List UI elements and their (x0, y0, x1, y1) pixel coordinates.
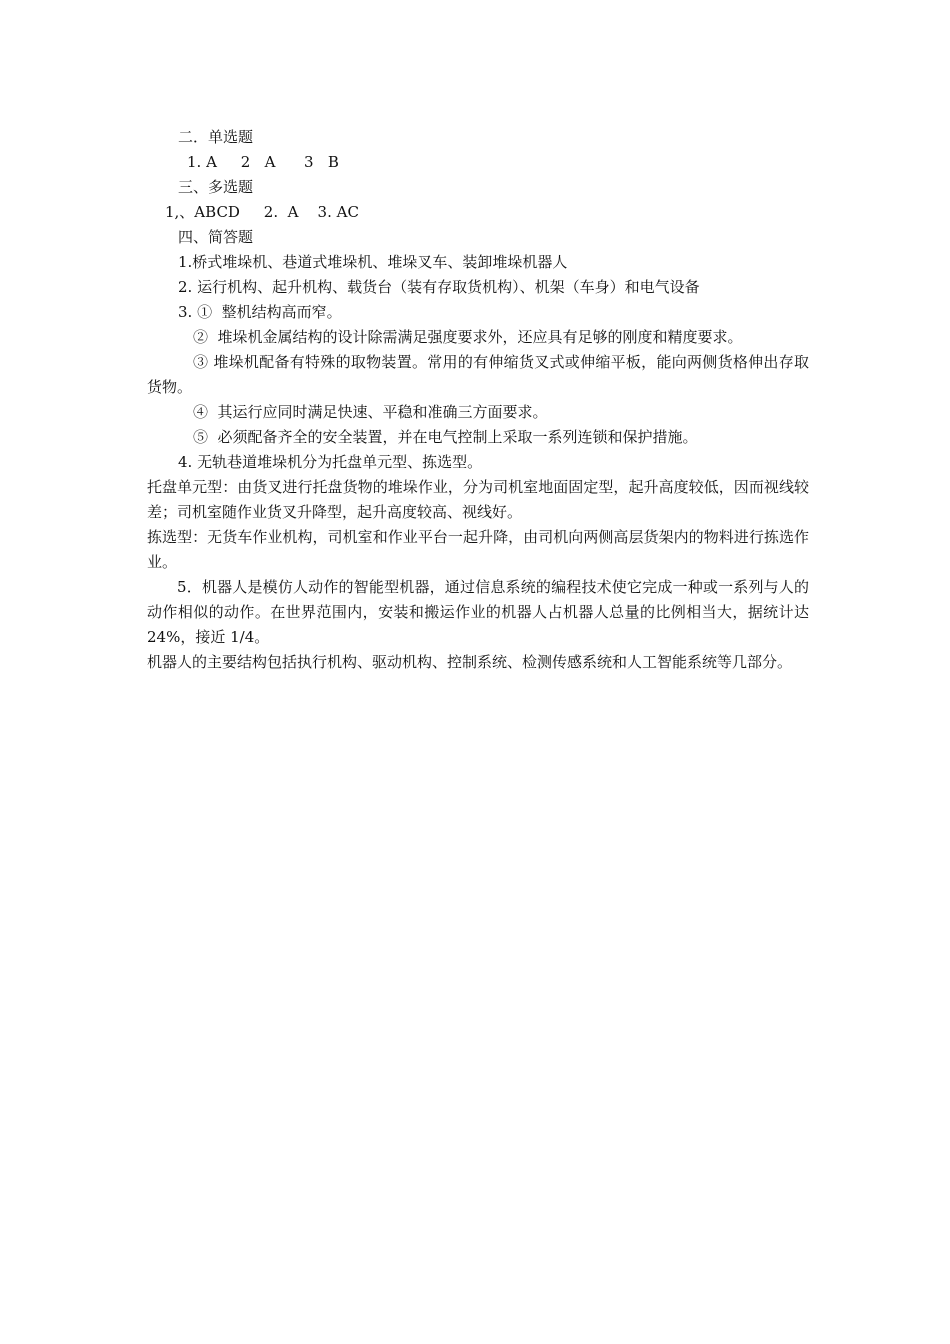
single-choice-answers: 1. A 2 A 3 B (187, 153, 339, 171)
multi-choice-answers: 1,、ABCD 2. A 3. AC (165, 203, 359, 221)
answer-5-robot-structure: 机器人的主要结构包括执行机构、驱动机构、控制系统、检测传感系统和人工智能系统等几部分。 (147, 653, 793, 671)
answer-5-robot-definition: 5．机器人是模仿人动作的智能型机器，通过信息系统的编程技术使它完成一种或一系列与人的动作相似的动作。在世界范围内，安装和搬运作业的机器人占机器人总量的比例相当大，据统计达 24%，接近 1/4。 (147, 578, 809, 646)
answer-4-picking-type: 拣选型：无货车作业机构，司机室和作业平台一起升降，由司机向两侧高层货架内的物料进行拣选作业。 (147, 528, 809, 571)
answer-2: 2. 运行机构、起升机构、载货台（装有存取货机构）、机架（车身）和电气设备 (178, 278, 700, 296)
answer-3-item-2: ② 堆垛机金属结构的设计除需满足强度要求外，还应具有足够的刚度和精度要求。 (193, 328, 743, 346)
multi-choice-heading: 三、多选题 (178, 178, 254, 196)
answer-3-item-5: ⑤ 必须配备齐全的安全装置，并在电气控制上采取一系列连锁和保护措施。 (193, 428, 698, 446)
answer-1: 1.桥式堆垛机、巷道式堆垛机、堆垛叉车、装卸堆垛机器人 (178, 253, 568, 271)
answer-3-item-1: 3. ① 整机结构高而窄。 (178, 303, 342, 321)
answer-3-item-4: ④ 其运行应同时满足快速、平稳和准确三方面要求。 (193, 403, 548, 421)
single-choice-heading: 二．单选题 (178, 128, 254, 146)
answer-4-pallet-type: 托盘单元型：由货叉进行托盘货物的堆垛作业，分为司机室地面固定型，起升高度较低，因而视线较差；司机室随作业货叉升降型，起升高度较高、视线好。 (147, 478, 809, 521)
answer-4-intro: 4. 无轨巷道堆垛机分为托盘单元型、拣选型。 (178, 453, 483, 471)
answer-3-item-3: ③ 堆垛机配备有特殊的取物装置。常用的有伸缩货叉式或伸缩平板，能向两侧货格伸出存取货物。 (147, 353, 809, 396)
short-answer-heading: 四、简答题 (178, 228, 254, 246)
document-page (147, 125, 809, 675)
